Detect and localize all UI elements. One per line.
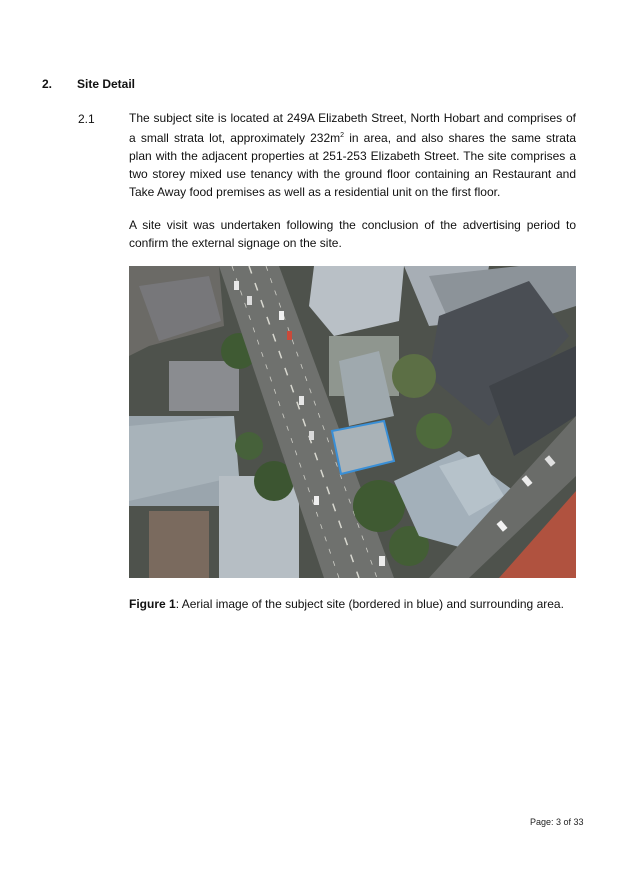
superscript-2: 2 bbox=[340, 132, 345, 139]
figure-label: Figure 1 bbox=[129, 597, 176, 611]
figure-caption bbox=[129, 597, 564, 611]
figure-caption-text: : Aerial image of the subject site (bordered in blue) and surrounding area. bbox=[175, 597, 564, 611]
paragraph-site-visit: A site visit was undertaken following the conclusion of the advertising period to confirm the external signage on the site. bbox=[129, 218, 576, 250]
section-number: 2. bbox=[42, 77, 53, 91]
paragraph-site-description: The subject site is located at 249A Elizabeth Street, North Hobart and comprises of a small strata lot, approximately $232m^2$ in area, and also shares the same strata plan with the adjacent properties at 251-253 Elizabeth Street. The site comprises a two storey mixed use tenancy with the ground floor containing an Restaurant and Take Away food premises as well as a residential unit on the first floor. bbox=[129, 111, 576, 199]
paragraph-number: 2.1 bbox=[78, 112, 95, 126]
page-number: Page: 3 of 33 bbox=[530, 817, 584, 827]
section-title: Site Detail bbox=[77, 77, 136, 91]
aerial-image bbox=[129, 266, 576, 578]
